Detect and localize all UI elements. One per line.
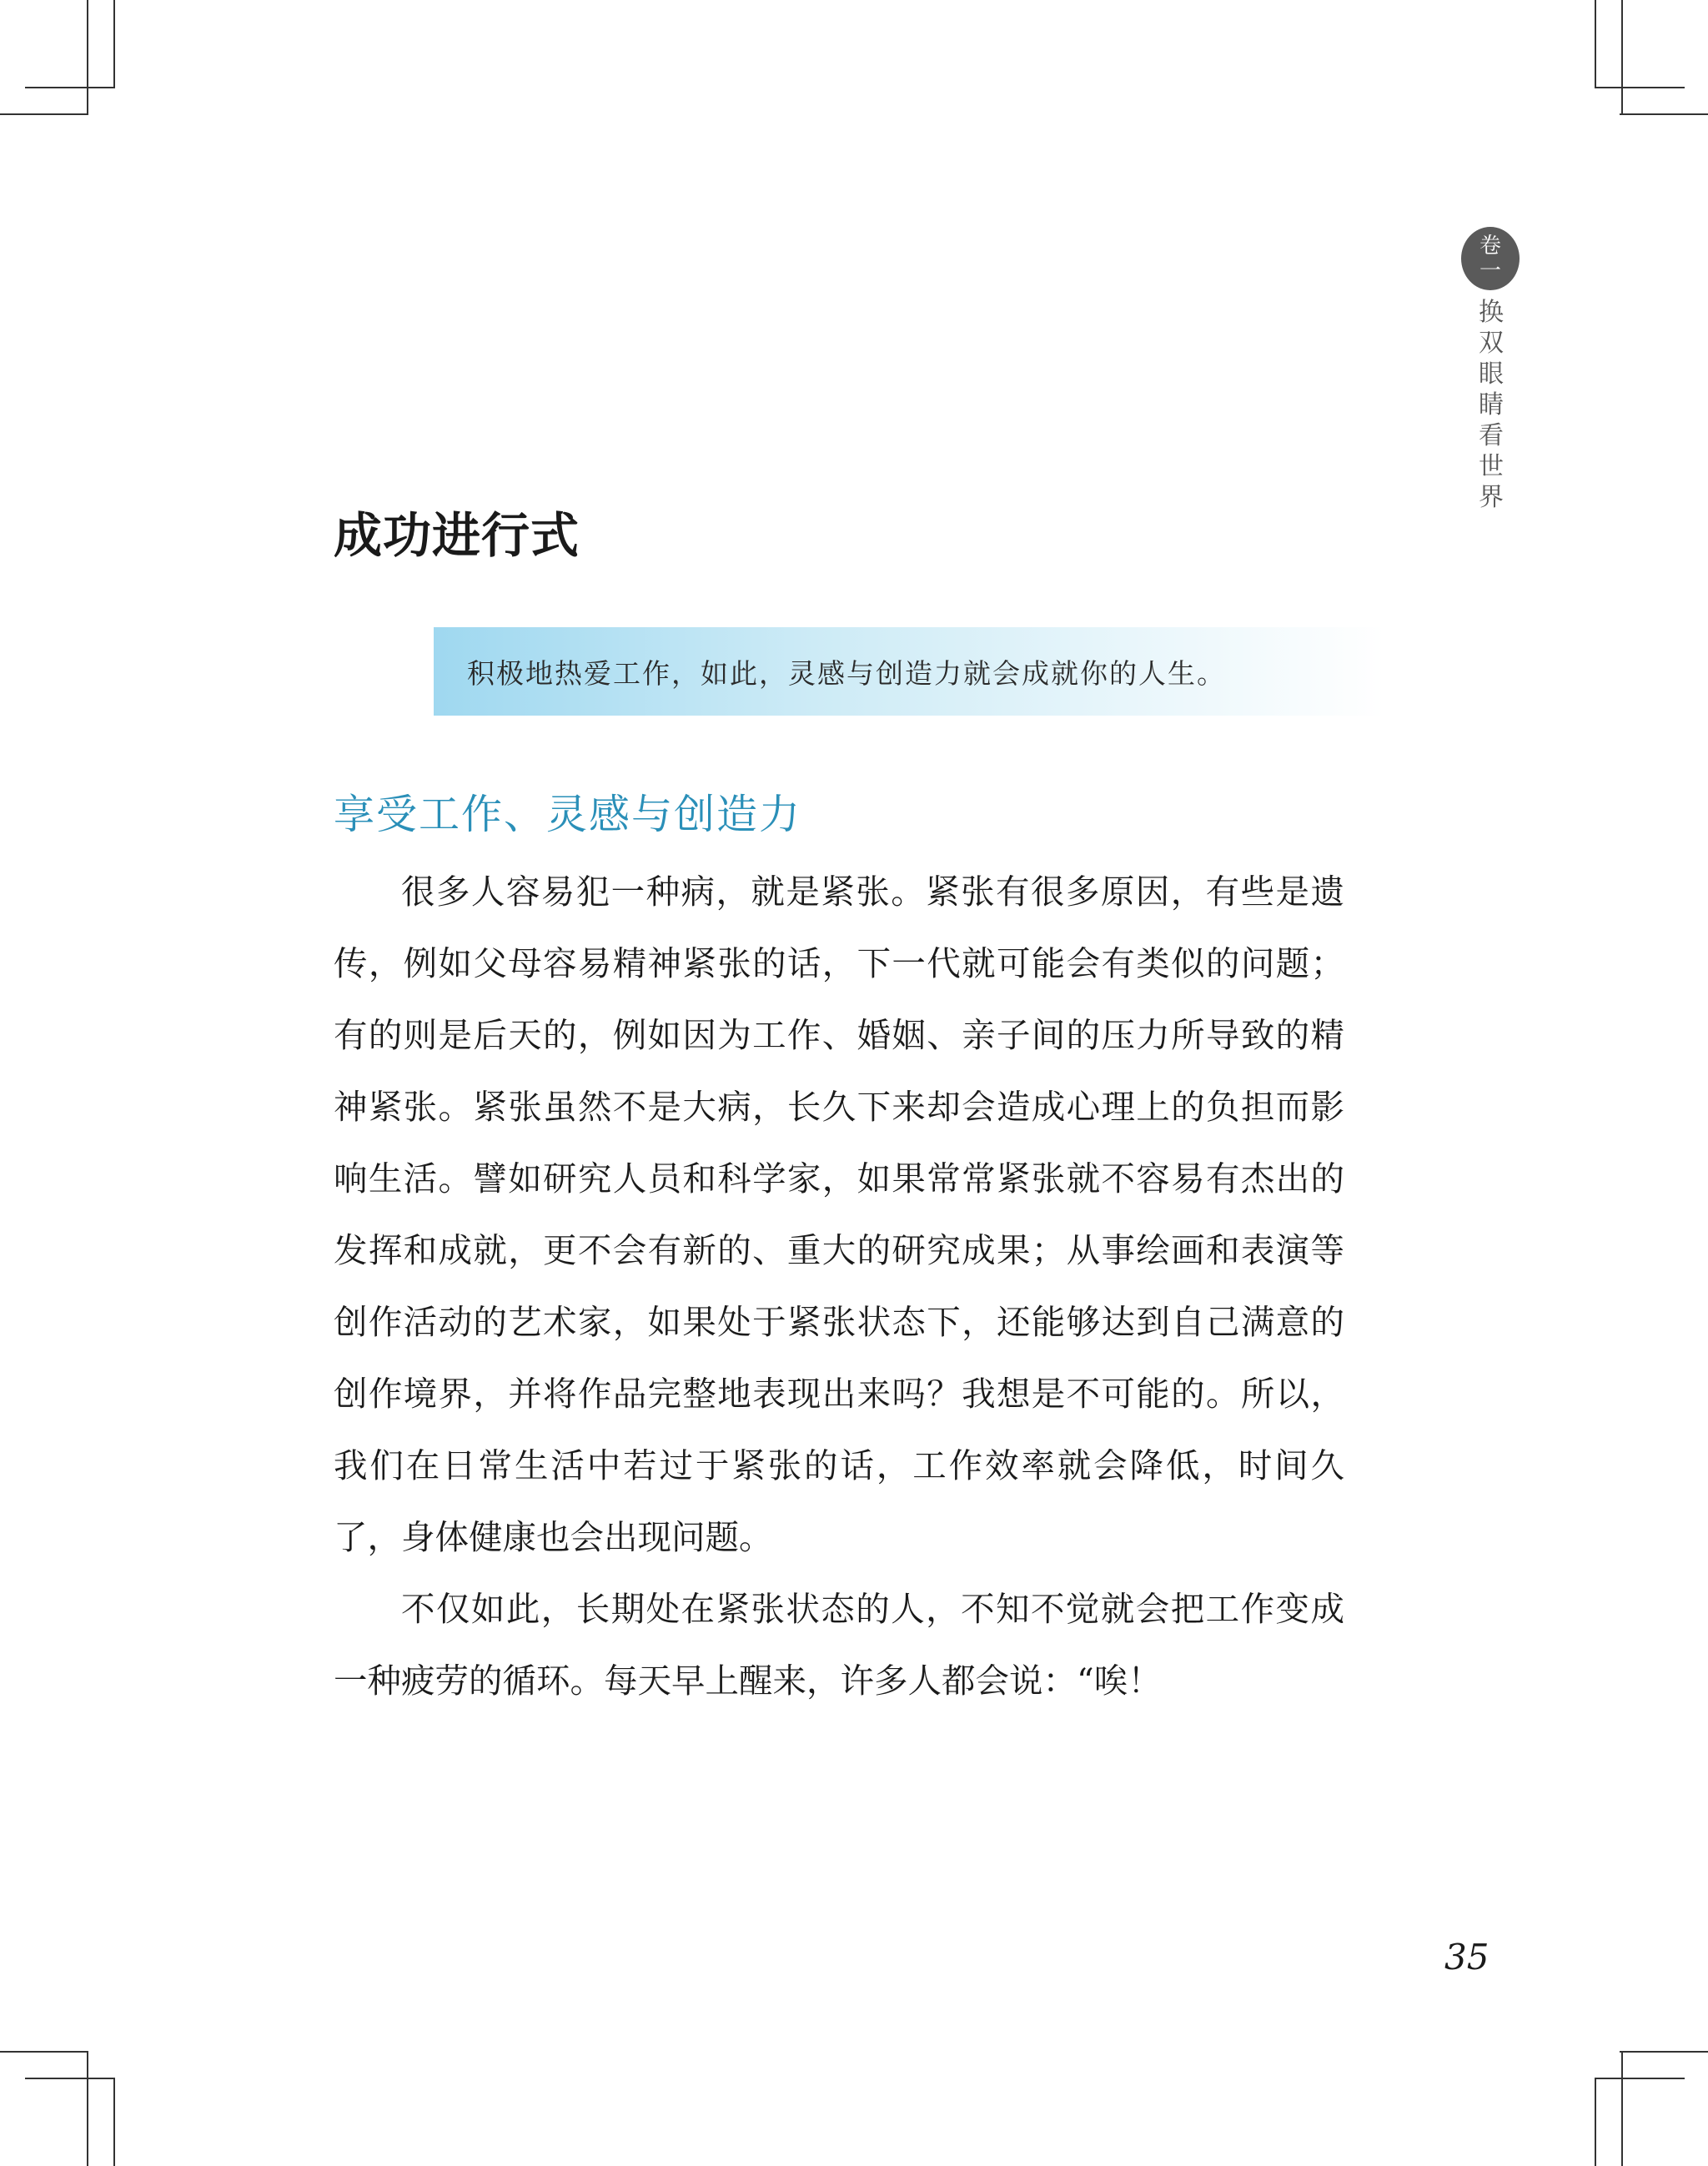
crop-mark [1620,2051,1708,2053]
crop-mark [25,87,115,88]
crop-mark [113,2078,115,2166]
paragraph: 很多人容易犯一种病，就是紧张。紧张有很多原因，有些是遗传，例如父母容易精神紧张的话，下一代就可能会有类似的问题；有的则是后天的，例如因为工作、婚姻、亲子间的压力所导致的精神紧张。紧张虽然不是大病，长久下来却会造成心理上的负担而影响生活。譬如研究人员和科学家，如果常常紧张就不容易有杰出的发挥和成就，更不会有新的、重大的研究成果；从事绘画和表演等创作活动的艺术家，如果处于紧张状态下，还能够达到自己满意的创作境界，并将作品完整地表现出来吗？我想是不可能的。所以，我们在日常生活中若过于紧张的话，工作效率就会降低，时间久了，身体健康也会出现问题。 [334,872,1344,1557]
paragraph: 不仅如此，长期处在紧张状态的人，不知不觉就会把工作变成一种疲劳的循环。每天早上醒来，许多人都会说：“唉！ [334,1589,1344,1701]
epigraph-box [434,627,1384,716]
chapter-title: 成功进行式 [334,507,580,564]
crop-mark [1595,0,1596,88]
crop-mark [87,0,88,115]
section-heading: 享受工作、灵感与创造力 [334,791,802,838]
crop-mark [113,0,115,88]
crop-mark [1595,87,1685,88]
section-vertical-label: 换双眼睛看世界 [1479,298,1504,512]
epigraph-text: 积极地热爱工作，如此，灵感与创造力就会成就你的人生。 [467,656,1226,690]
crop-mark [25,2078,115,2079]
crop-mark [1595,2078,1596,2166]
crop-mark [1621,2051,1623,2166]
volume-label: 卷一 [1479,234,1501,284]
crop-mark [0,113,88,115]
crop-mark [87,2051,88,2166]
volume-badge [1461,227,1520,290]
page-number: 35 [1444,1937,1489,1978]
crop-mark [0,2051,88,2053]
crop-mark [1621,0,1623,115]
body-text [334,856,1344,1716]
crop-mark [1620,113,1708,115]
crop-mark [1595,2078,1685,2079]
